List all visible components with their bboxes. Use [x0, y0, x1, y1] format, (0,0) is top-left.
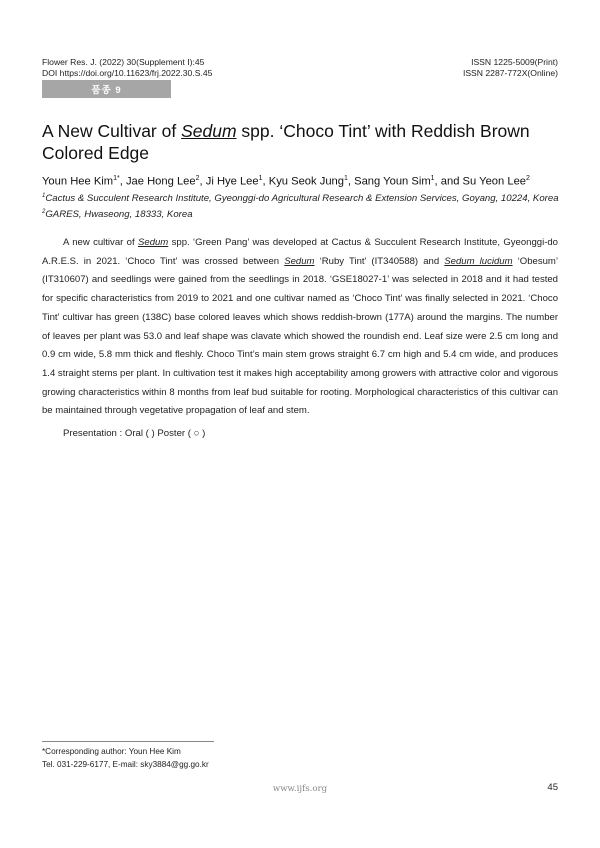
- author-name: Sang Youn Sim: [354, 175, 431, 188]
- author-name: Youn Hee Kim: [42, 175, 114, 188]
- abstract-genus: Sedum: [138, 237, 169, 248]
- affiliation-mark: 2: [42, 208, 46, 215]
- abstract-genus: Sedum: [284, 255, 315, 267]
- author-affiliation-mark: 1: [258, 175, 263, 182]
- presentation-type: Presentation : Oral ( ) Poster ( ○ ): [63, 428, 206, 439]
- affiliation-text: Cactus & Succulent Research Institute, Gyeonggi-do Agricultural Research & Extension Services, Goyang, 10224, Korea: [45, 193, 559, 205]
- title-prefix: A New Cultivar of: [42, 121, 182, 141]
- author-affiliation-mark: 1: [430, 175, 435, 182]
- contact-info: Tel. 031-229-6177, E-mail: sky3884@gg.go.kr: [42, 760, 209, 769]
- author-name: Su Yeon Lee: [462, 175, 527, 188]
- issn-block: [463, 57, 558, 79]
- affiliation-mark: 1: [42, 193, 46, 199]
- journal-citation: [42, 57, 212, 79]
- section-label: 품종 9: [42, 80, 171, 98]
- affiliation-2: [42, 206, 562, 222]
- abstract-body: [42, 234, 558, 421]
- author-affiliation-mark: 2: [526, 175, 530, 182]
- title-genus: Sedum: [181, 121, 237, 141]
- abstract-text: A new cultivar of: [63, 237, 139, 248]
- abstract-species: Sedum lucidum: [444, 255, 513, 267]
- affiliations: [42, 190, 562, 222]
- corresponding-author: *Corresponding author: Youn Hee Kim: [42, 747, 181, 756]
- author-name: Ji Hye Lee: [205, 175, 259, 188]
- issn-online: ISSN 2287-772X(Online): [462, 68, 558, 78]
- affiliation-1: [42, 190, 562, 206]
- issn-print: ISSN 1225-5009(Print): [471, 57, 558, 67]
- abstract-text: spp. ‘Green Pang’ was developed at Cactus & Succulent Research Institute, Gyeonggi-do A.R.E.S. in 2021. ‘Choco Tint’ was crossed between: [42, 237, 558, 267]
- abstract-text: ‘Obesum’ (IT310607) and seedlings were gained from the seedlings in 2018. ‘GSE18027-1’ was selected in 2018 and it had tested for specific characteristics from 2019 to 2021 and one cultivar named as ‘Choco Tint’ was finally selected in 2021. ‘Choco Tint’ cultivar has green (138C) base colored leaves which shows reddish-brown (177A) around the margins. The number of leaves per plant was 53.0 and leaf shape was clavate which showed the roundish end. Leaf size were 2.5 cm long and 0.9 cm wide, 5.8 mm thick and fleshly. Choco Tint’s main stem grows straight 6.7 cm high and 5.4 cm wide, and produces 1.4 straight stems per plant. In cultivation test it makes high acceptability among growers with attractive color and vigorous growing characteristics within 8 months from leaf bud suitable for rooting. Morphological characteristics of this cultivar can be maintained through vegetative propagation of leaf and stem.: [42, 255, 558, 417]
- journal-website[interactable]: www.ijfs.org: [272, 784, 328, 794]
- doi-line[interactable]: DOI https://doi.org/10.11623/frj.2022.30.S.45: [42, 68, 213, 78]
- author-name: Kyu Seok Jung: [268, 175, 344, 188]
- abstract-text: ‘Ruby Tint’ (IT340588) and: [314, 255, 445, 267]
- author-affiliation-mark: 1: [344, 175, 348, 182]
- authors-conjunction: and: [440, 175, 463, 188]
- author-list: Youn Hee Kim$^{1*}$, Jae Hong Lee$^2$, Ji Hye Lee$^1$, Kyu Seok Jung$^1$, Sang Youn Sim$^1$, and Su Yeon Lee$^2$: [42, 175, 530, 188]
- page-number: 45: [547, 782, 558, 793]
- affiliation-text: GARES, Hwaseong, 18333, Korea: [45, 208, 193, 220]
- title-suffix: spp. ‘Choco Tint’ with Reddish Brown Colored Edge: [42, 121, 530, 163]
- author-affiliation-mark: 1*: [113, 175, 120, 182]
- author-affiliation-mark: 2: [195, 175, 200, 182]
- author-name: Jae Hong Lee: [125, 175, 196, 188]
- paper-title: [42, 120, 562, 164]
- journal-line: Flower Res. J. (2022) 30(Supplement I):45: [42, 57, 205, 67]
- footnote-divider: [42, 741, 214, 742]
- footnote: [42, 745, 209, 771]
